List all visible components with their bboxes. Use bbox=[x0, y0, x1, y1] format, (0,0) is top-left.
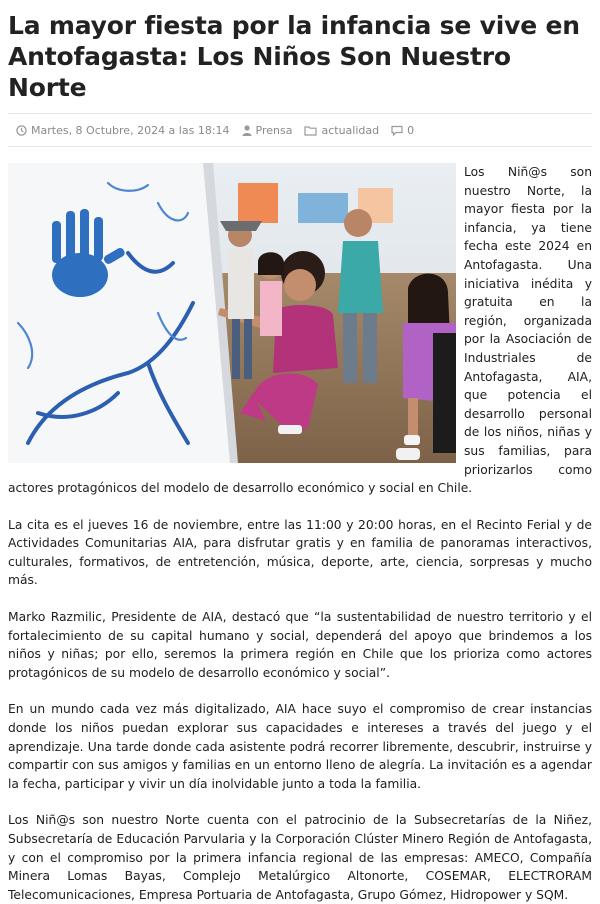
photo-illustration bbox=[8, 163, 456, 463]
article-paragraph-4: En un mundo cada vez más digitalizado, AIA hace suyo el compromiso de crear instancias donde los niños puedan explorar sus capacidades e intereses a través del juego y el aprendizaje. Una tarde donde cada asistente podrá recorrer libremente, descubrir, instruirse y compartir con sus amigos y familias en un entorno lleno de alegría. La invitación es a agendar la fecha, participar y vivir un día inolvidable junto a toda la familia. bbox=[8, 702, 592, 791]
comment-icon bbox=[391, 125, 403, 136]
article-paragraph-5: Los Niñ@s son nuestro Norte cuenta con el patrocinio de la Subsecretarías de la Niñez, Subsecretaría de Educación Parvularia y la Corporación Clúster Minero Región de Antofagasta, y con el compromiso por la primera infancia regional de las empresas: AMECO, Compañía Minera Lomas Bayas, Complejo Metalúrgico Altonorte, COSEMAR, ELECTRORAM Telecomunicaciones, Empresa Portuaria de Antofagasta, Grupo Gómez, Hidropower y SQM. bbox=[8, 813, 592, 902]
article-paragraph-2: La cita es el jueves 16 de noviembre, entre las 11:00 y 20:00 horas, en el Recinto Ferial y de Actividades Comunitarias AIA, para disfrutar gratis y en familia de panoramas interactivos, culturales, formativos, de entretención, música, deporte, arte, ciencia, sorpresas y mucho más. bbox=[8, 517, 592, 588]
meta-category-link[interactable]: actualidad bbox=[321, 123, 380, 137]
meta-comments-link[interactable]: 0 bbox=[407, 123, 415, 137]
article-paragraph-3: Marko Razmilic, Presidente de AIA, destacó que “la sustentabilidad de nuestro territorio y el fortalecimiento de su capital humano y social, dependerá del apoyo que brindemos a los niños y niñas; por ello, seremos la primera región en Chile que los prioriza como actores protagónicos de su modelo de desarrollo económico y social”. bbox=[8, 610, 592, 680]
meta-author[interactable] bbox=[242, 124, 293, 137]
meta-category[interactable] bbox=[304, 124, 379, 137]
user-icon bbox=[242, 125, 252, 136]
meta-date-text: Martes, 8 Octubre, 2024 a las 18:14 bbox=[31, 123, 230, 137]
meta-author-link[interactable]: Prensa bbox=[255, 123, 293, 137]
meta-date bbox=[16, 124, 230, 137]
clock-icon bbox=[16, 125, 27, 136]
article-paragraph-1: Los Niñ@s son nuestro Norte, la mayor fiesta por la infancia, ya tiene fecha este 2024 en Antofagasta. Una iniciativa inédita y gratuita en la región, organizada por la Asociación de Industriales de Antofagasta, AIA, que potencia el desarrollo personal de los niños, niñas y sus familias, para priorizarlos como actores protagónicos del modelo de desarrollo económico y social en Chile. bbox=[8, 165, 592, 496]
article-body bbox=[8, 163, 592, 904]
meta-comments[interactable] bbox=[391, 124, 414, 137]
article-meta bbox=[8, 113, 592, 147]
article-photo bbox=[8, 163, 456, 463]
article-title: La mayor fiesta por la infancia se vive en Antofagasta: Los Niños Son Nuestro Norte bbox=[8, 11, 580, 102]
folder-icon bbox=[304, 125, 317, 136]
